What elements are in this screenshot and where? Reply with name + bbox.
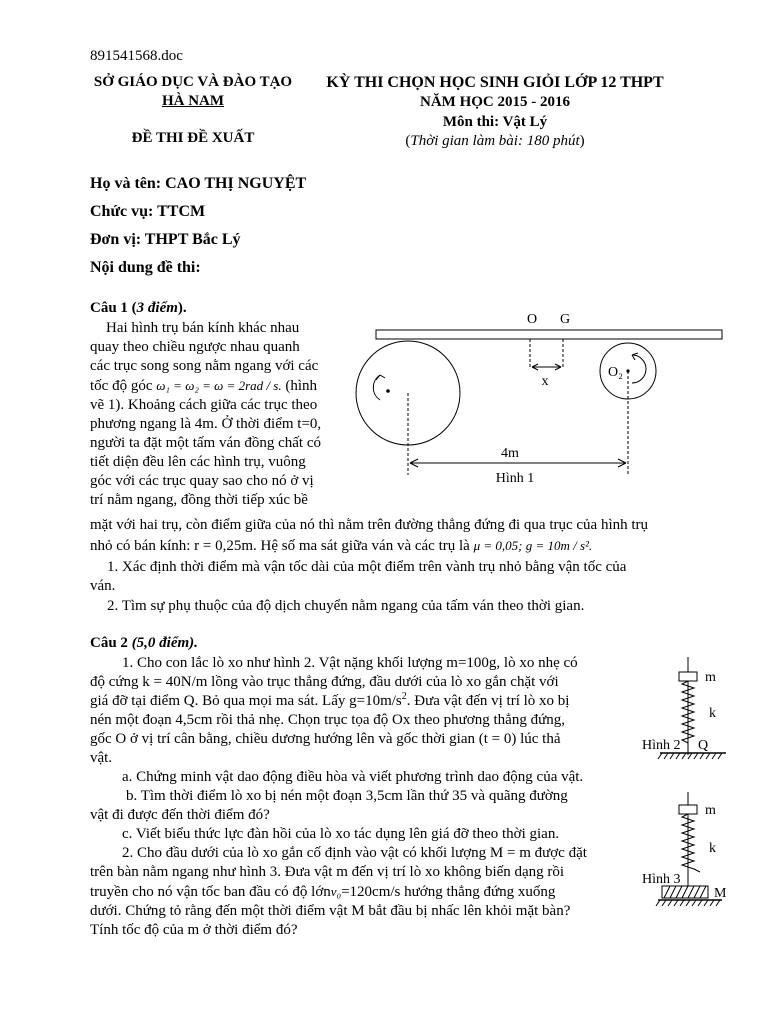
distance-label: 4m xyxy=(501,446,519,461)
plank xyxy=(376,330,722,339)
exam-content-label: Nội dung đề thi: xyxy=(90,259,201,276)
label-m: m xyxy=(705,803,716,818)
figure-3-caption: Hình 3 xyxy=(642,872,681,887)
mass-block xyxy=(679,672,697,681)
q1-continuation-1: mặt với hai trụ, còn điểm giữa của nó thì nằm trên đường thẳng đứng đi qua trục của hình trụ xyxy=(90,517,649,533)
time-limit: (Thời gian làm bài: 180 phút) xyxy=(405,133,585,149)
department-name: SỞ GIÁO DỤC VÀ ĐÀO TẠO xyxy=(93,74,293,90)
q2-item-b: b. Tìm thời điểm lò xo bị nén một đoạn 3,5cm lần thứ 35 và quãng đường xyxy=(126,788,568,804)
mu-formula: μ = 0,05; g = 10m / s². xyxy=(473,538,593,553)
school-year: NĂM HỌC 2015 - 2016 xyxy=(420,94,570,110)
spring xyxy=(682,814,700,872)
v0-symbol: v₀ xyxy=(330,884,342,899)
subject-value: : Vật Lý xyxy=(494,114,548,130)
q2-points: (5,0 điểm). xyxy=(131,635,198,651)
label-q: Q xyxy=(698,738,709,753)
label-k: k xyxy=(709,841,716,856)
exam-proposal-label: ĐỀ THI ĐỀ XUẤT xyxy=(131,130,255,146)
q2-part-1: 1. Cho con lắc lò xo như hình 2. Vật nặng khối lượng m=100g, lò xo nhẹ có độ cứng k = 40N/m lồng vào trục thẳng đứng, đầu dưới của lò xo gắn chặt với giá đỡ tại điểm Q. Bỏ qua mọi ma sát. Lấy $g=10m/s^2$. Đưa vật đến vị trí lò xo bị nén một đoạn 4,5cm rồi thả nhẹ. Chọn trục tọa độ Ox theo phương thẳng đứng, gốc O ở vị trí cân bằng, chiều dương hướng lên và gốc thời gian (t = 0) lúc thả vật. a. Chứng minh vật dao động điều hòa và viết phương trình dao động của vật. b. Tìm thời điểm lò xo bị nén một đoạn 3,5cm lần thứ 35 và quãng đường vật đi được đến thời điểm đó? c. Viết biểu thức lực đàn hồi của lò xo tác dụng lên giá đỡ theo thời gian. 2. Cho đầu dưới của lò xo gắn cố định vào vật có khối lượng M = m được đặt trên bàn nằm ngang như hình 3. Đưa vật m đến vị trí lò xo không biến dạng rồi truyền cho nó vận tốc ban đầu có độ lớnv₀=120cm/s hướng thẳng đứng xuống dưới. Chứng tỏ rằng đến một thời điểm vật M bắt đầu bị nhấc lên khỏi mặt bàn? Tính tốc độ của m ở thời điểm đó? xyxy=(90,654,625,940)
q2-item-a: a. Chứng minh vật dao động điều hòa và viết phương trình dao động của vật. xyxy=(122,769,584,785)
label-k: k xyxy=(709,706,716,721)
label-o2: O₂ xyxy=(608,365,623,380)
q1-points: 3 điểm xyxy=(136,300,178,316)
figure-3 xyxy=(638,790,738,915)
exam-title: KỲ THI CHỌN HỌC SINH GIỎI LỚP 12 THPT xyxy=(326,74,664,91)
label-big-m: M xyxy=(714,886,727,901)
province-name: HÀ NAM xyxy=(161,93,225,109)
q1-item-2: 2. Tìm sự phụ thuộc của độ dịch chuyển nằm ngang của tấm ván theo thời gian. xyxy=(107,598,585,614)
label-o: O xyxy=(526,312,538,327)
author-name: Họ và tên: CAO THỊ NGUYỆT xyxy=(90,175,307,192)
q2-part-2: 2. Cho đầu dưới của lò xo gắn cố định vào vật có khối lượng M = m được đặt xyxy=(122,845,587,861)
q1-title: Câu 1 (3 điểm). xyxy=(90,300,187,316)
q1-item-1-cont: ván. xyxy=(90,578,116,594)
q1-continuation-2: nhỏ có bán kính: r = 0,25m. Hệ số ma sát giữa ván và các trụ là μ = 0,05; g = 10m / s². xyxy=(90,538,593,554)
figure-2 xyxy=(638,655,738,770)
file-name: 891541568.doc xyxy=(90,48,183,64)
time-limit-text: Thời gian làm bài: 180 phút xyxy=(410,133,580,149)
q1-paragraph: Hai hình trụ bán kính khác nhau quay theo chiều ngược nhau quanh các trục song song nằm ngang với các tốc độ góc ω₁ = ω₂ = ω = 2rad / s. (hình vẽ 1). Khoảng cách giữa các trục theo phương ngang là 4m. Ở thời điểm t=0, người ta đặt một tấm ván đồng chất có tiết diện đều lên các hình trụ, vuông góc với các trục quay sao cho nó ở vị trí nằm ngang, đồng thời tiếp xúc bề xyxy=(90,320,322,508)
omega-formula: ω₁ = ω₂ = ω = 2rad / s. xyxy=(156,378,282,393)
author-unit: Đơn vị: THPT Bắc Lý xyxy=(90,231,241,248)
subject-label: Môn thi xyxy=(442,114,495,130)
figure-1-caption: Hình 1 xyxy=(495,471,535,486)
author-position: Chức vụ: TTCM xyxy=(90,203,206,220)
figure-2-caption: Hình 2 xyxy=(642,738,681,753)
label-m: m xyxy=(705,670,716,685)
q1-item-1: 1. Xác định thời điểm mà vận tốc dài của một điểm trên vành trụ nhỏ bằng vận tốc của xyxy=(107,559,627,575)
q2-title: Câu 2 (5,0 điểm). xyxy=(90,635,198,651)
label-x: x xyxy=(541,374,549,389)
label-g: G xyxy=(559,312,571,327)
q2-item-c: c. Viết biểu thức lực đàn hồi của lò xo tác dụng lên giá đỡ theo thời gian. xyxy=(122,826,560,842)
subject-line xyxy=(300,113,690,132)
figure-1 xyxy=(350,305,730,495)
mass-block-m xyxy=(679,805,697,814)
